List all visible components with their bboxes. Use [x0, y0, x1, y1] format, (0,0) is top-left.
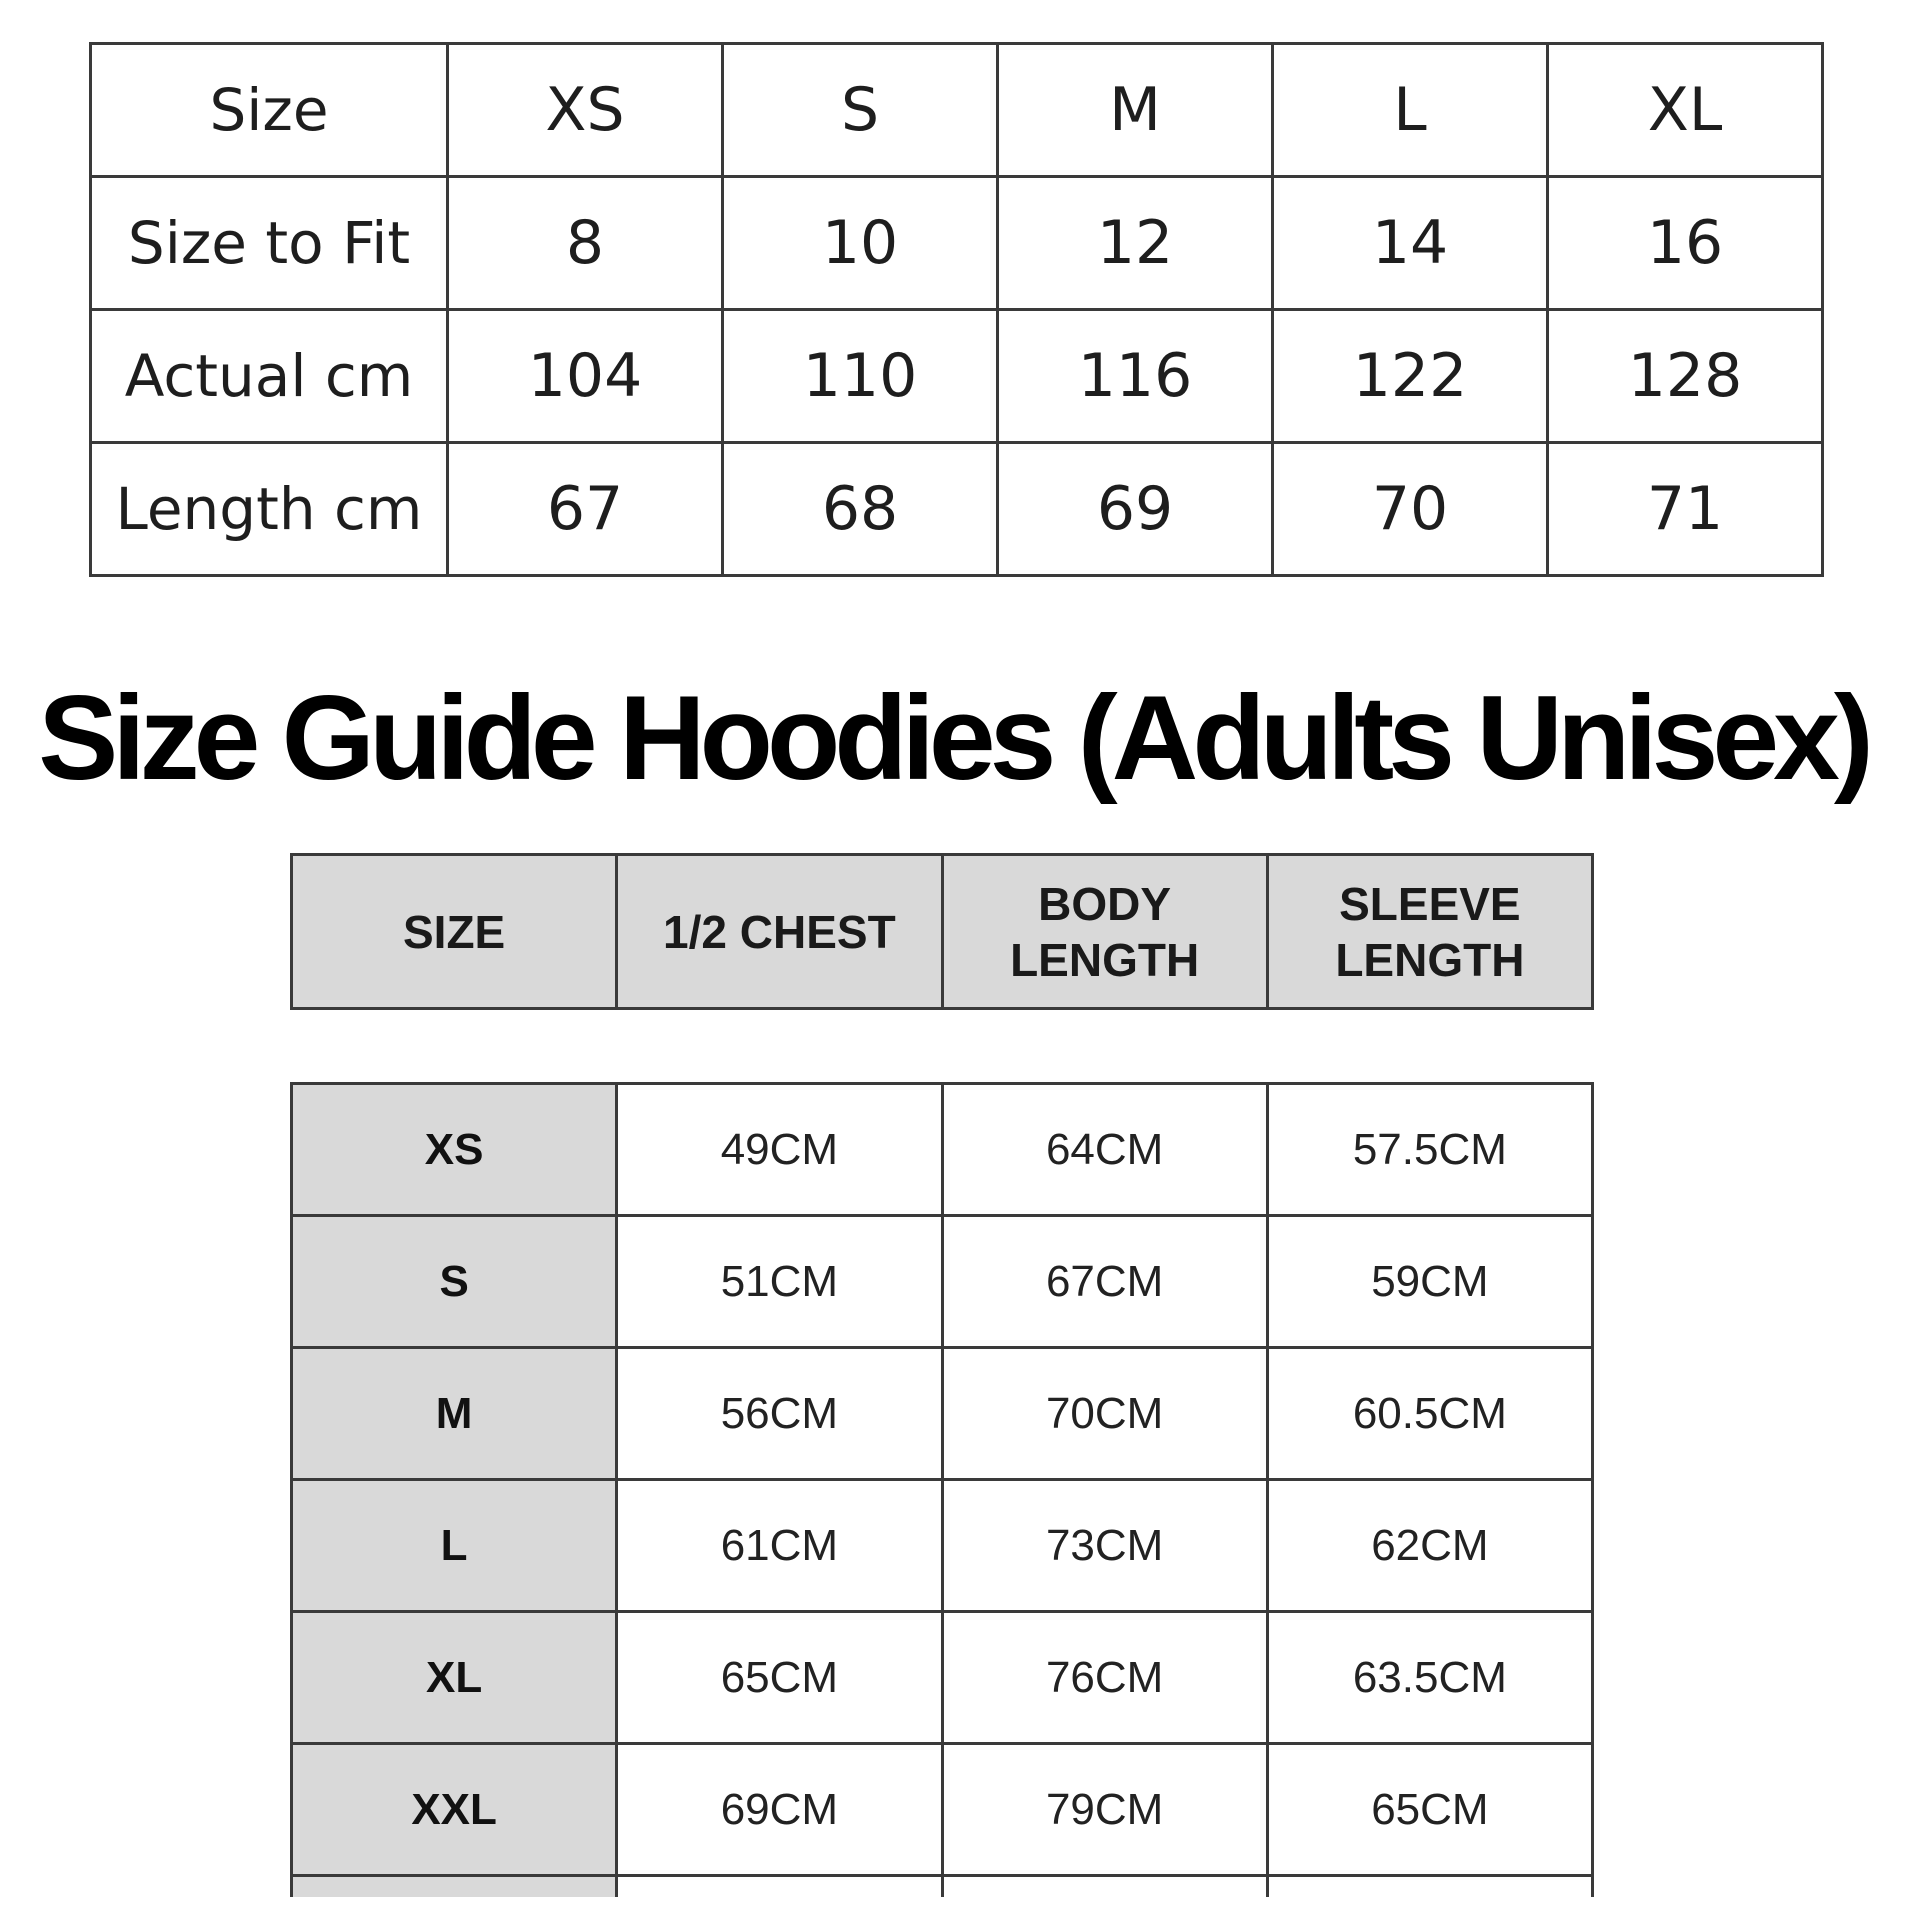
- hoodie-body-cell-partial: [942, 1876, 1267, 1898]
- hoodie-header-sleeve-line1: SLEEVE: [1339, 877, 1521, 930]
- hoodie-size-cell-partial: [292, 1876, 617, 1898]
- hoodie-chest-cell: 56CM: [617, 1348, 942, 1480]
- table-row: [292, 1084, 1593, 1216]
- top-table-header-row: [91, 44, 1823, 177]
- hoodie-header-sleeve-line2: LENGTH: [1335, 933, 1525, 986]
- hoodie-header-chest: [617, 855, 942, 1009]
- top-table-row: [91, 310, 1823, 443]
- table-row-cut-off: [292, 1876, 1593, 1898]
- top-table-header-size: XL: [1548, 44, 1823, 177]
- top-table-header-label: Size: [91, 44, 448, 177]
- top-table-cell: 71: [1548, 443, 1823, 576]
- hoodie-body-cell: 76CM: [942, 1612, 1267, 1744]
- table-row: [292, 1744, 1593, 1876]
- top-table-cell: 14: [1273, 177, 1548, 310]
- table-row: [292, 1612, 1593, 1744]
- hoodie-sleeve-cell: 57.5CM: [1267, 1084, 1592, 1216]
- hoodie-size-cell: M: [292, 1348, 617, 1480]
- top-size-table: [89, 42, 1824, 577]
- hoodie-size-cell: XL: [292, 1612, 617, 1744]
- hoodie-size-cell: XS: [292, 1084, 617, 1216]
- top-table-cell: 10: [723, 177, 998, 310]
- top-table-cell: 12: [998, 177, 1273, 310]
- hoodie-size-cell: S: [292, 1216, 617, 1348]
- top-table-header-size: L: [1273, 44, 1548, 177]
- top-table-row: [91, 177, 1823, 310]
- hoodie-size-table: [290, 1082, 1594, 1897]
- top-table-header-size: XS: [448, 44, 723, 177]
- hoodie-header-size-label: SIZE: [403, 905, 506, 958]
- hoodie-size-cell: L: [292, 1480, 617, 1612]
- hoodie-body-cell: 79CM: [942, 1744, 1267, 1876]
- top-table-row-label: Length cm: [91, 443, 448, 576]
- table-row: [292, 1216, 1593, 1348]
- top-table-row-label: Size to Fit: [91, 177, 448, 310]
- top-table-cell: 68: [723, 443, 998, 576]
- hoodie-body-cell: 73CM: [942, 1480, 1267, 1612]
- top-table-cell: 16: [1548, 177, 1823, 310]
- top-table-row-label: Actual cm: [91, 310, 448, 443]
- hoodie-chest-cell: 49CM: [617, 1084, 942, 1216]
- top-table-cell: 67: [448, 443, 723, 576]
- hoodie-sleeve-cell: 65CM: [1267, 1744, 1592, 1876]
- hoodie-header-chest-label: 1/2 CHEST: [663, 905, 896, 958]
- hoodie-header-body-line2: LENGTH: [1010, 933, 1200, 986]
- hoodie-body-cell: 67CM: [942, 1216, 1267, 1348]
- hoodie-body-cell: 70CM: [942, 1348, 1267, 1480]
- top-table-cell: 70: [1273, 443, 1548, 576]
- hoodie-sleeve-cell-partial: [1267, 1876, 1592, 1898]
- top-table-header-size: M: [998, 44, 1273, 177]
- top-table-cell: 104: [448, 310, 723, 443]
- top-table-cell: 69: [998, 443, 1273, 576]
- hoodie-chest-cell-partial: [617, 1876, 942, 1898]
- top-table-cell: 128: [1548, 310, 1823, 443]
- table-row: [292, 1480, 1593, 1612]
- hoodie-sleeve-cell: 63.5CM: [1267, 1612, 1592, 1744]
- top-table-cell: 8: [448, 177, 723, 310]
- top-table-cell: 116: [998, 310, 1273, 443]
- hoodie-chest-cell: 51CM: [617, 1216, 942, 1348]
- hoodie-header-row: [292, 855, 1593, 1009]
- hoodie-header-body-line1: BODY: [1038, 877, 1172, 930]
- hoodie-chest-cell: 69CM: [617, 1744, 942, 1876]
- hoodie-sleeve-cell: 62CM: [1267, 1480, 1592, 1612]
- table-row: [292, 1348, 1593, 1480]
- hoodie-size-cell: XXL: [292, 1744, 617, 1876]
- hoodie-chest-cell: 61CM: [617, 1480, 942, 1612]
- hoodie-header-body-length: [942, 855, 1267, 1009]
- hoodie-body-cell: 64CM: [942, 1084, 1267, 1216]
- page-title: Size Guide Hoodies (Adults Unisex): [38, 671, 1868, 805]
- hoodie-chest-cell: 65CM: [617, 1612, 942, 1744]
- hoodie-sleeve-cell: 60.5CM: [1267, 1348, 1592, 1480]
- top-table-cell: 110: [723, 310, 998, 443]
- hoodie-sleeve-cell: 59CM: [1267, 1216, 1592, 1348]
- top-table-cell: 122: [1273, 310, 1548, 443]
- hoodie-table-header: [290, 853, 1594, 1010]
- top-table-header-size: S: [723, 44, 998, 177]
- hoodie-header-size: [292, 855, 617, 1009]
- top-table-row: [91, 443, 1823, 576]
- hoodie-header-sleeve-length: [1267, 855, 1592, 1009]
